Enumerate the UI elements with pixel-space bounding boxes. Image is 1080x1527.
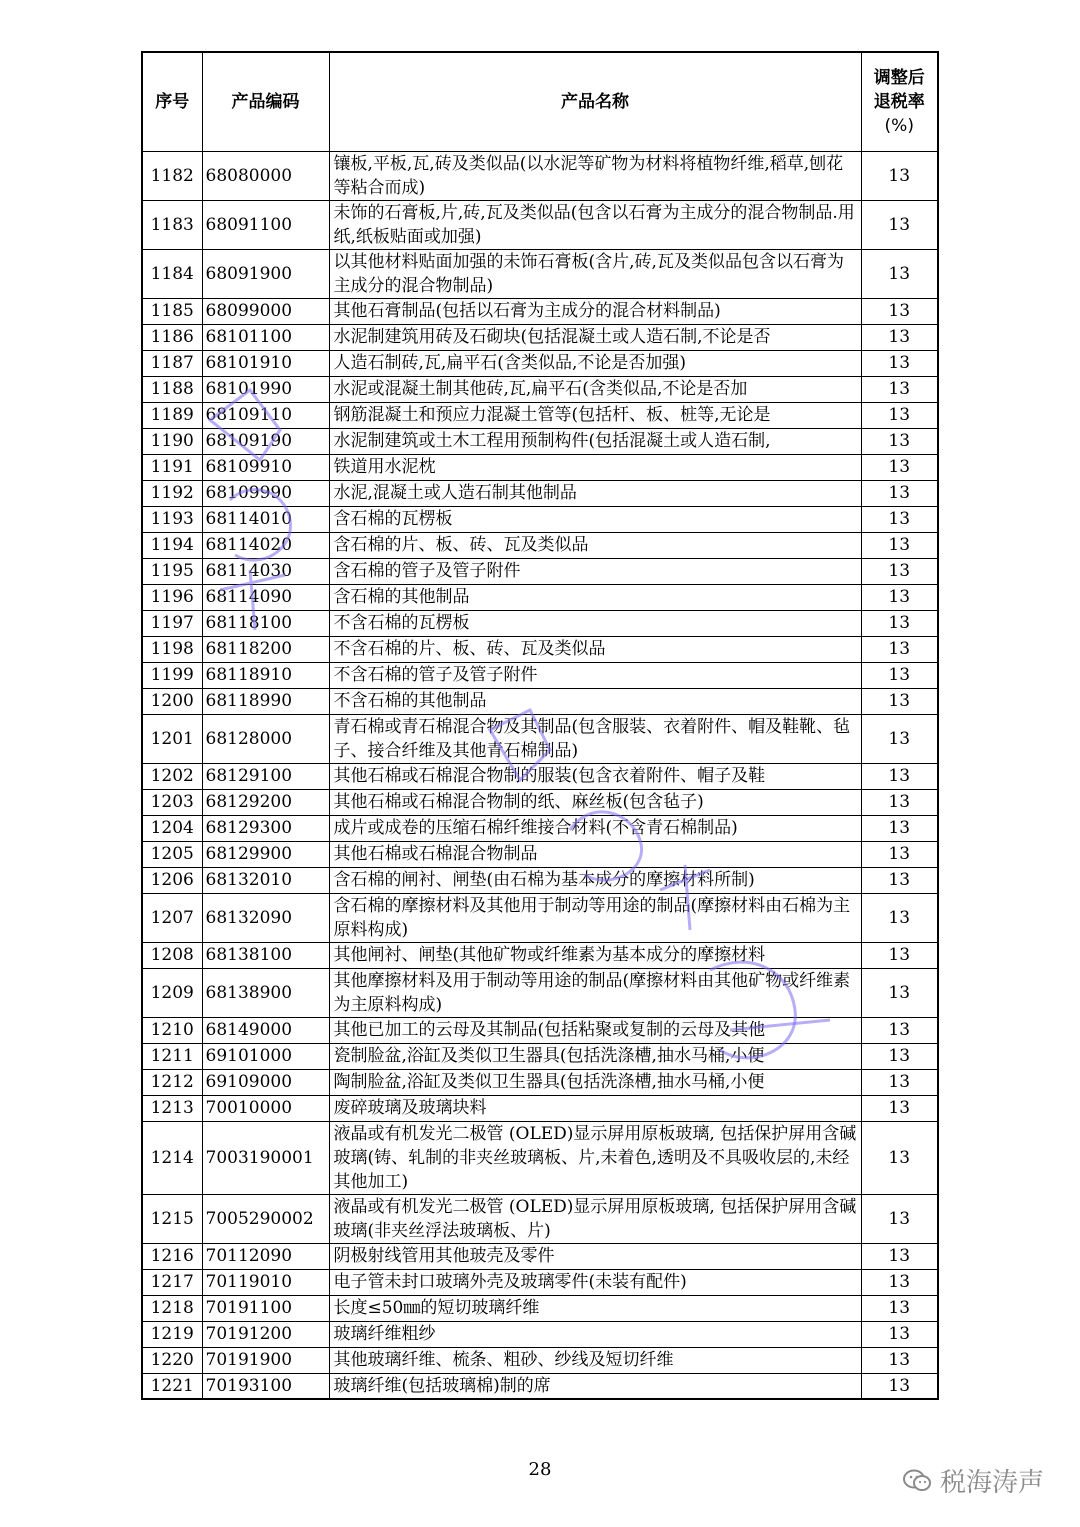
row-serial-no: 1199 (142, 662, 202, 688)
row-product-name (329, 662, 861, 688)
row-product-code: 68138100 (202, 942, 329, 968)
table-header-row (142, 52, 938, 151)
row-product-code: 68129900 (202, 841, 329, 867)
row-product-name-text: 陶制脸盆,浴缸及类似卫生器具(包括洗涤槽,抽水马桶,小便 (333, 1072, 765, 1092)
table-row (142, 584, 938, 610)
row-rebate-rate: 13 (861, 714, 938, 763)
row-serial-no: 1205 (142, 841, 202, 867)
row-product-code: 68101910 (202, 350, 329, 376)
row-product-code: 68109190 (202, 428, 329, 454)
row-rebate-rate: 13 (861, 1347, 938, 1373)
table-row (142, 968, 938, 1017)
row-product-name-text: 含石棉的其他制品 (333, 587, 470, 607)
table-row (142, 1269, 938, 1295)
row-product-name-text: 不含石棉的片、板、砖、瓦及类似品 (333, 639, 606, 659)
row-product-code: 68132010 (202, 867, 329, 893)
row-product-code: 68132090 (202, 893, 329, 942)
row-product-name-text: 人造石制砖,瓦,扁平石(含类似品,不论是否加强) (333, 353, 686, 373)
header-product-code: 产品编码 (202, 52, 329, 151)
row-product-code: 68099000 (202, 298, 329, 324)
row-product-name (329, 480, 861, 506)
table-row (142, 1121, 938, 1194)
row-product-code: 68118200 (202, 636, 329, 662)
row-rebate-rate: 13 (861, 893, 938, 942)
table-row (142, 1321, 938, 1347)
row-product-name (329, 454, 861, 480)
table-row (142, 454, 938, 480)
row-product-code: 70191100 (202, 1295, 329, 1321)
row-product-code: 68091100 (202, 200, 329, 249)
row-product-name (329, 893, 861, 942)
row-product-code: 70119010 (202, 1269, 329, 1295)
row-serial-no: 1201 (142, 714, 202, 763)
table-row (142, 1295, 938, 1321)
table-row (142, 506, 938, 532)
row-product-name (329, 376, 861, 402)
row-product-code: 68080000 (202, 151, 329, 200)
watermark-brand: 税海涛声 (939, 1468, 1044, 1498)
row-rebate-rate: 13 (861, 1373, 938, 1399)
row-rebate-rate: 13 (861, 942, 938, 968)
row-product-code: 68101100 (202, 324, 329, 350)
header-rebate-rate-line3: (%) (884, 115, 914, 136)
row-rebate-rate: 13 (861, 532, 938, 558)
export-rebate-table (141, 51, 939, 1400)
row-product-name (329, 1017, 861, 1043)
row-product-name-text: 其他已加工的云母及其制品(包括粘聚或复制的云母及其他 (333, 1020, 766, 1040)
row-rebate-rate: 13 (861, 636, 938, 662)
row-product-name-text: 阴极射线管用其他玻壳及零件 (333, 1246, 555, 1266)
row-serial-no: 1193 (142, 506, 202, 532)
row-rebate-rate: 13 (861, 151, 938, 200)
table-row (142, 662, 938, 688)
row-rebate-rate: 13 (861, 1095, 938, 1121)
row-product-code: 68091900 (202, 249, 329, 298)
row-product-name (329, 1043, 861, 1069)
row-rebate-rate: 13 (861, 841, 938, 867)
row-rebate-rate: 13 (861, 1194, 938, 1243)
row-product-code: 70191900 (202, 1347, 329, 1373)
header-product-name: 产品名称 (329, 52, 861, 151)
row-rebate-rate: 13 (861, 789, 938, 815)
row-product-code: 68118100 (202, 610, 329, 636)
row-serial-no: 1202 (142, 763, 202, 789)
row-product-name-text: 水泥制建筑或土木工程用预制构件(包括混凝土或人造石制, (333, 431, 771, 451)
row-product-name (329, 714, 861, 763)
table-row (142, 1373, 938, 1399)
row-product-name (329, 298, 861, 324)
table-row (142, 841, 938, 867)
table-row (142, 636, 938, 662)
row-serial-no: 1217 (142, 1269, 202, 1295)
row-serial-no: 1203 (142, 789, 202, 815)
row-product-name (329, 1269, 861, 1295)
row-serial-no: 1206 (142, 867, 202, 893)
row-product-code: 70112090 (202, 1243, 329, 1269)
row-rebate-rate: 13 (861, 815, 938, 841)
row-serial-no: 1216 (142, 1243, 202, 1269)
row-product-code: 7003190001 (202, 1121, 329, 1194)
row-product-name-text: 瓷制脸盆,浴缸及类似卫生器具(包括洗涤槽,抽水马桶,小便 (333, 1046, 765, 1066)
row-product-name (329, 1295, 861, 1321)
row-product-name-text: 含石棉的闸衬、闸垫(由石棉为基本成分的摩擦材料所制) (333, 870, 755, 890)
row-rebate-rate: 13 (861, 428, 938, 454)
table-row (142, 1043, 938, 1069)
row-product-name (329, 402, 861, 428)
row-product-name (329, 428, 861, 454)
row-product-code: 68109110 (202, 402, 329, 428)
row-product-name-text: 以其他材料贴面加强的未饰石膏板(含片,砖,瓦及类似品包含以石膏为主成分的混合物制品) (333, 251, 844, 296)
row-serial-no: 1187 (142, 350, 202, 376)
row-serial-no: 1204 (142, 815, 202, 841)
row-product-name-text: 不含石棉的管子及管子附件 (333, 665, 538, 685)
row-serial-no: 1197 (142, 610, 202, 636)
row-rebate-rate: 13 (861, 454, 938, 480)
row-product-name-text: 含石棉的摩擦材料及其他用于制动等用途的制品(摩擦材料由石棉为主原料构成) (333, 895, 851, 940)
row-serial-no: 1186 (142, 324, 202, 350)
row-product-name (329, 324, 861, 350)
row-serial-no: 1189 (142, 402, 202, 428)
table-row (142, 151, 938, 200)
header-serial-no: 序号 (142, 52, 202, 151)
row-serial-no: 1213 (142, 1095, 202, 1121)
table-row (142, 324, 938, 350)
row-product-name (329, 506, 861, 532)
row-product-name-text: 水泥制建筑用砖及石砌块(包括混凝土或人造石制,不论是否 (333, 327, 771, 347)
table-row (142, 200, 938, 249)
row-product-name-text: 含石棉的瓦楞板 (333, 509, 453, 529)
row-rebate-rate: 13 (861, 402, 938, 428)
row-product-name-text: 其他石棉或石棉混合物制的服装(包含衣着附件、帽子及鞋 (333, 766, 766, 786)
row-product-name-text: 含石棉的片、板、砖、瓦及类似品 (333, 535, 589, 555)
row-product-name-text: 电子管未封口玻璃外壳及玻璃零件(未装有配件) (333, 1272, 687, 1292)
row-product-name-text: 钢筋混凝土和预应力混凝土管等(包括杆、板、桩等,无论是 (333, 405, 771, 425)
row-rebate-rate: 13 (861, 558, 938, 584)
header-rebate-rate-line1: 调整后 (873, 67, 925, 88)
row-rebate-rate: 13 (861, 200, 938, 249)
row-product-name-text: 其他石膏制品(包括以石膏为主成分的混合材料制品) (333, 301, 721, 321)
row-serial-no: 1182 (142, 151, 202, 200)
table-row (142, 558, 938, 584)
row-product-name (329, 249, 861, 298)
row-product-code: 68129200 (202, 789, 329, 815)
row-rebate-rate: 13 (861, 298, 938, 324)
row-rebate-rate: 13 (861, 688, 938, 714)
row-rebate-rate: 13 (861, 249, 938, 298)
row-product-name-text: 废碎玻璃及玻璃块料 (333, 1098, 487, 1118)
wechat-icon (902, 1468, 932, 1494)
row-serial-no: 1209 (142, 968, 202, 1017)
row-product-code: 68109990 (202, 480, 329, 506)
row-product-name-text: 其他石棉或石棉混合物制品 (333, 844, 538, 864)
row-serial-no: 1218 (142, 1295, 202, 1321)
row-product-name (329, 1121, 861, 1194)
row-product-name (329, 636, 861, 662)
row-serial-no: 1207 (142, 893, 202, 942)
row-serial-no: 1183 (142, 200, 202, 249)
header-rebate-rate-line2: 退税率 (873, 91, 925, 112)
row-product-code: 68129300 (202, 815, 329, 841)
row-rebate-rate: 13 (861, 1321, 938, 1347)
header-rebate-rate (861, 52, 938, 151)
row-product-name (329, 610, 861, 636)
row-product-name-text: 玻璃纤维(包括玻璃棉)制的席 (333, 1375, 551, 1396)
row-rebate-rate: 13 (861, 324, 938, 350)
row-serial-no: 1184 (142, 249, 202, 298)
row-rebate-rate: 13 (861, 376, 938, 402)
row-product-name (329, 1194, 861, 1243)
row-product-name-text: 水泥或混凝土制其他砖,瓦,扁平石(含类似品,不论是否加 (333, 379, 748, 399)
row-product-name-text: 镶板,平板,瓦,砖及类似品(以水泥等矿物为材料将植物纤维,稻草,刨花等粘合而成) (333, 153, 844, 198)
page-number: 28 (528, 1459, 552, 1480)
table-row (142, 350, 938, 376)
row-product-name (329, 1069, 861, 1095)
row-product-name (329, 688, 861, 714)
table-row (142, 1347, 938, 1373)
table-row (142, 402, 938, 428)
table-body (142, 151, 938, 1399)
row-product-name-text: 青石棉或青石棉混合物及其制品(包含服装、衣着附件、帽及鞋靴、毡子、接合纤维及其他青石棉制品) (333, 716, 851, 761)
table-row (142, 893, 938, 942)
row-serial-no: 1219 (142, 1321, 202, 1347)
row-serial-no: 1214 (142, 1121, 202, 1194)
table-row (142, 532, 938, 558)
row-product-code: 68128000 (202, 714, 329, 763)
row-serial-no: 1215 (142, 1194, 202, 1243)
row-product-code: 7005290002 (202, 1194, 329, 1243)
row-rebate-rate: 13 (861, 1269, 938, 1295)
row-product-name (329, 350, 861, 376)
table-row (142, 714, 938, 763)
row-serial-no: 1191 (142, 454, 202, 480)
row-product-name-text: 其他闸衬、闸垫(其他矿物或纤维素为基本成分的摩擦材料 (333, 945, 766, 965)
row-rebate-rate: 13 (861, 1069, 938, 1095)
row-product-name (329, 763, 861, 789)
row-product-name (329, 1321, 861, 1347)
row-product-code: 68101990 (202, 376, 329, 402)
table-row (142, 610, 938, 636)
row-rebate-rate: 13 (861, 662, 938, 688)
row-product-code: 68129100 (202, 763, 329, 789)
table-row (142, 763, 938, 789)
row-product-name (329, 867, 861, 893)
table-row (142, 298, 938, 324)
row-serial-no: 1221 (142, 1373, 202, 1399)
table-row (142, 1194, 938, 1243)
row-product-code: 68109910 (202, 454, 329, 480)
row-rebate-rate: 13 (861, 584, 938, 610)
row-product-name (329, 1095, 861, 1121)
row-serial-no: 1220 (142, 1347, 202, 1373)
row-product-code: 68149000 (202, 1017, 329, 1043)
table-row (142, 789, 938, 815)
row-product-name (329, 789, 861, 815)
row-product-name (329, 558, 861, 584)
row-rebate-rate: 13 (861, 867, 938, 893)
row-rebate-rate: 13 (861, 1017, 938, 1043)
row-product-name (329, 151, 861, 200)
row-rebate-rate: 13 (861, 1243, 938, 1269)
row-product-name (329, 1243, 861, 1269)
row-product-name-text: 玻璃纤维粗纱 (333, 1324, 436, 1344)
row-serial-no: 1195 (142, 558, 202, 584)
row-rebate-rate: 13 (861, 1043, 938, 1069)
row-product-name-text: 其他摩擦材料及用于制动等用途的制品(摩擦材料由其他矿物或纤维素为主原料构成) (333, 970, 851, 1015)
row-serial-no: 1208 (142, 942, 202, 968)
table-row (142, 1017, 938, 1043)
row-product-code: 68114030 (202, 558, 329, 584)
row-product-code: 68114090 (202, 584, 329, 610)
row-product-code: 68118990 (202, 688, 329, 714)
table-row (142, 480, 938, 506)
row-product-name (329, 1347, 861, 1373)
row-serial-no: 1198 (142, 636, 202, 662)
row-serial-no: 1188 (142, 376, 202, 402)
row-product-code: 68114010 (202, 506, 329, 532)
table-row (142, 1069, 938, 1095)
row-product-name (329, 942, 861, 968)
row-product-code: 68114020 (202, 532, 329, 558)
row-serial-no: 1211 (142, 1043, 202, 1069)
row-rebate-rate: 13 (861, 968, 938, 1017)
row-product-name-text: 其他石棉或石棉混合物制的纸、麻丝板(包含毡子) (333, 792, 704, 812)
row-product-code: 70010000 (202, 1095, 329, 1121)
row-product-name (329, 968, 861, 1017)
row-product-name (329, 815, 861, 841)
row-product-name-text: 长度≤50㎜的短切玻璃纤维 (333, 1298, 540, 1318)
table-row (142, 688, 938, 714)
row-serial-no: 1210 (142, 1017, 202, 1043)
row-rebate-rate: 13 (861, 1121, 938, 1194)
row-rebate-rate: 13 (861, 763, 938, 789)
table-row (142, 942, 938, 968)
row-product-name (329, 584, 861, 610)
row-product-name-text: 未饰的石膏板,片,砖,瓦及类似品(包含以石膏为主成分的混合物制品.用纸,纸板贴面或加强) (333, 202, 855, 247)
table-row (142, 249, 938, 298)
row-product-code: 70191200 (202, 1321, 329, 1347)
row-product-code: 68118910 (202, 662, 329, 688)
row-product-name-text: 水泥,混凝土或人造石制其他制品 (333, 483, 577, 503)
row-product-code: 69101000 (202, 1043, 329, 1069)
table-row (142, 815, 938, 841)
row-product-code: 68138900 (202, 968, 329, 1017)
row-product-name-text: 其他玻璃纤维、梳条、粗砂、纱线及短切纤维 (333, 1350, 674, 1370)
table-row (142, 1095, 938, 1121)
row-rebate-rate: 13 (861, 506, 938, 532)
table-row (142, 428, 938, 454)
row-serial-no: 1190 (142, 428, 202, 454)
row-serial-no: 1212 (142, 1069, 202, 1095)
row-product-name (329, 532, 861, 558)
row-serial-no: 1196 (142, 584, 202, 610)
row-rebate-rate: 13 (861, 1295, 938, 1321)
row-product-name-text: 铁道用水泥枕 (333, 457, 436, 477)
row-product-name-text: 不含石棉的瓦楞板 (333, 613, 470, 633)
table-row (142, 1243, 938, 1269)
row-product-name-text: 含石棉的管子及管子附件 (333, 561, 521, 581)
row-rebate-rate: 13 (861, 610, 938, 636)
row-product-name-text: 成片或成卷的压缩石棉纤维接合材料(不含青石棉制品) (333, 818, 738, 838)
row-serial-no: 1185 (142, 298, 202, 324)
row-rebate-rate: 13 (861, 480, 938, 506)
row-product-name-text: 液晶或有机发光二极管 (OLED)显示屏用原板玻璃, 包括保护屏用含碱玻璃(铸、轧制的非夹丝玻璃板、片,未着色,透明及不具吸收层的,未经其他加工) (333, 1123, 857, 1192)
row-rebate-rate: 13 (861, 350, 938, 376)
row-serial-no: 1194 (142, 532, 202, 558)
row-product-code: 70193100 (202, 1373, 329, 1399)
row-serial-no: 1200 (142, 688, 202, 714)
table-row (142, 376, 938, 402)
row-serial-no: 1192 (142, 480, 202, 506)
row-product-code: 69109000 (202, 1069, 329, 1095)
row-product-name-text: 不含石棉的其他制品 (333, 691, 487, 711)
table-row (142, 867, 938, 893)
wechat-watermark (902, 1462, 1044, 1499)
row-product-name (329, 841, 861, 867)
row-product-name-text: 液晶或有机发光二极管 (OLED)显示屏用原板玻璃, 包括保护屏用含碱玻璃(非夹丝浮法玻璃板、片) (333, 1196, 857, 1241)
row-product-name (329, 200, 861, 249)
row-product-name (329, 1373, 861, 1399)
